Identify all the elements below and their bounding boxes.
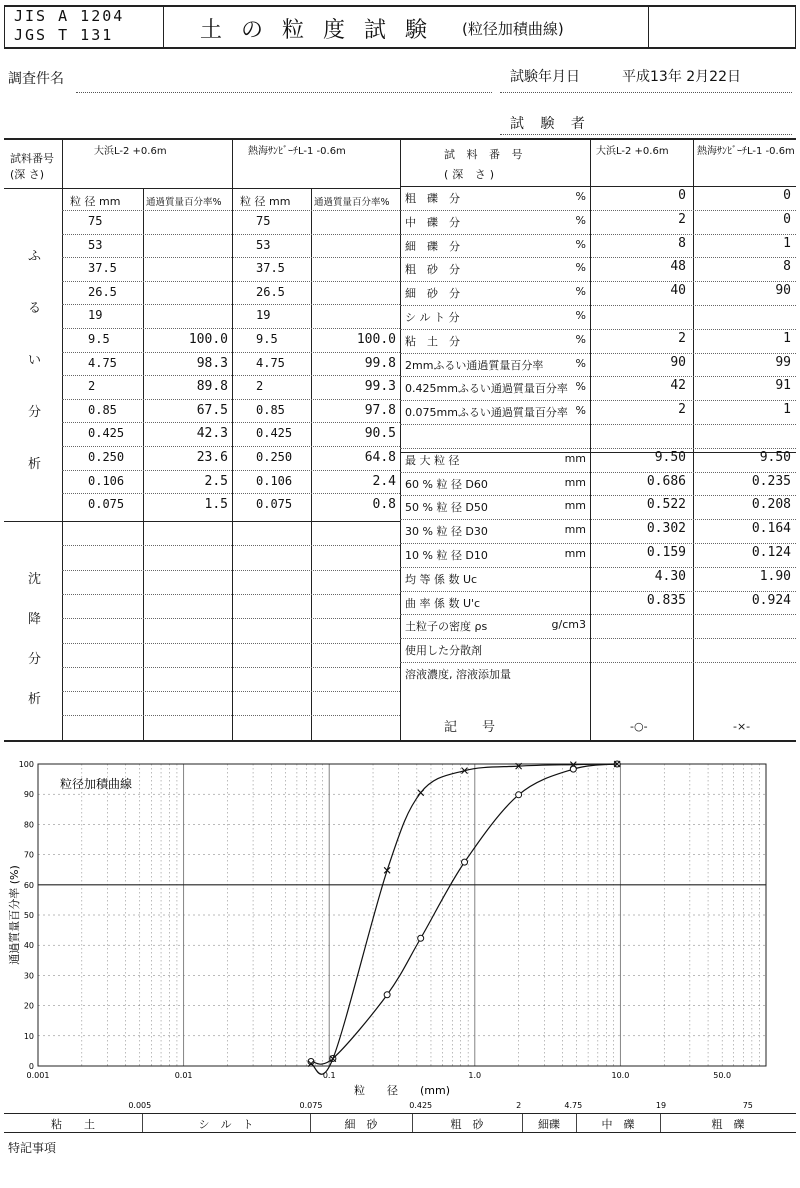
pass-percent-2: 2.4: [372, 473, 396, 489]
soil-class-label: 粗 礫: [711, 1118, 745, 1131]
bottom-band-top: [4, 1113, 796, 1114]
property-unit: mm: [564, 547, 586, 560]
soil-class-label: シ ル ト: [198, 1118, 254, 1131]
row-divider: [62, 304, 400, 305]
y-tick-label: 30: [23, 971, 34, 981]
sieve-size: 2: [88, 379, 96, 394]
col-pass-header-1: 通過質量百分率%: [146, 197, 222, 208]
property-unit: %: [575, 190, 586, 203]
value-sample1: 0.835: [646, 592, 686, 608]
x-sieve-tick-label: 75: [742, 1101, 753, 1110]
sieve-size: 9.5: [88, 332, 110, 346]
soil-class-label: 細 砂: [344, 1118, 378, 1131]
property-label: シ ル ト 分: [405, 311, 460, 324]
sieve-size: 4.75: [256, 355, 285, 370]
row-divider: [400, 210, 796, 211]
row-divider: [400, 448, 796, 449]
right-depth-header: (深 さ): [444, 168, 499, 181]
sieve-size: 53: [256, 237, 271, 252]
value-sample1: 2: [678, 402, 686, 418]
pass-percent-2: 100.0: [356, 332, 396, 347]
sieve-analysis-char: 分: [28, 405, 42, 420]
sedimentation-char: 析: [28, 692, 42, 707]
col-size-header-1: 粒 径 mm: [70, 195, 121, 208]
row-divider: [62, 667, 400, 668]
series-cross-line: [311, 764, 617, 1074]
sieve-size: 0.425: [256, 426, 293, 441]
row-divider: [400, 591, 796, 592]
property-label: 細 砂 分: [405, 287, 460, 301]
col-pass-header-2: 通過質量百分率%: [314, 197, 390, 208]
sieve-size: 26.5: [88, 284, 117, 299]
property-unit: %: [575, 404, 586, 418]
y-tick-label: 0: [28, 1062, 34, 1071]
value-sample1: 2: [678, 330, 686, 346]
row-divider: [62, 375, 400, 376]
remarks-label: 特記事項: [8, 1141, 57, 1155]
sieve-size: 0.075: [256, 497, 293, 512]
sedimentation-char: 沈: [28, 572, 42, 587]
sieve-size: 37.5: [88, 261, 117, 276]
sieve-size: 2: [256, 379, 264, 394]
value-sample2: 0.124: [751, 545, 791, 560]
sedimentation-char: 降: [28, 612, 42, 627]
sieve-size: 4.75: [88, 355, 117, 370]
x-tick-label: 10.0: [611, 1071, 630, 1080]
row-divider: [400, 472, 796, 473]
row-divider: [400, 614, 796, 615]
y-tick-label: 70: [23, 850, 34, 860]
soil-class-label: 中 礫: [601, 1118, 635, 1131]
page-subtitle: (粒径加積曲線): [462, 20, 564, 38]
y-axis-label: 通過質量百分率 (%): [8, 865, 21, 965]
row-divider: [62, 210, 400, 211]
value-sample2: 90: [775, 283, 791, 299]
property-label: 使用した分散剤: [405, 644, 482, 658]
value-sample2: 1: [783, 235, 791, 251]
y-tick-label: 80: [23, 820, 34, 830]
y-tick-label: 100: [18, 760, 34, 769]
row-divider: [400, 400, 796, 401]
value-sample1: 8: [678, 235, 686, 251]
row-divider: [400, 329, 796, 330]
x-tick-label: 1.0: [468, 1071, 482, 1080]
property-unit: mm: [564, 475, 586, 489]
x-axis-label: 粒 径 (mm): [353, 1084, 451, 1097]
grading-curve-chart: [0, 748, 800, 1120]
header-right-border: [795, 5, 796, 49]
chart-title: 粒径加積曲線: [60, 777, 133, 791]
soil-class-label: 細礫: [538, 1118, 560, 1131]
circle-marker: [384, 992, 390, 998]
property-unit: mm: [564, 523, 586, 537]
row-divider: [62, 399, 400, 400]
pass-percent-2: 99.8: [364, 355, 396, 371]
sieve-analysis-char: ふ: [28, 249, 42, 264]
property-label: 粗 礫 分: [405, 192, 460, 205]
project-field: [76, 92, 492, 93]
value-sample1: 0.159: [646, 545, 686, 560]
cross-marker: [384, 867, 390, 873]
pass-percent-2: 0.8: [372, 497, 396, 513]
sieve-size: 75: [88, 214, 103, 228]
value-sample2: 8: [783, 259, 791, 275]
pass-percent-1: 1.5: [204, 497, 228, 513]
row-divider: [400, 234, 796, 235]
property-unit: %: [575, 309, 586, 322]
row-divider: [400, 376, 796, 377]
circle-marker: [418, 935, 424, 941]
pass-percent-2: 97.8: [364, 402, 396, 418]
row-divider: [62, 257, 400, 258]
sieve-size: 75: [256, 214, 271, 228]
sieve-size: 0.250: [88, 450, 125, 464]
property-unit: %: [575, 213, 586, 227]
y-tick-label: 20: [23, 1001, 34, 1011]
sieve-size: 53: [88, 237, 103, 252]
standard-jis: JIS A 1204: [14, 7, 125, 25]
row-divider: [62, 352, 400, 353]
pass-percent-1: 23.6: [196, 450, 228, 465]
property-label: 0.425mmふるい通過質量百分率: [405, 382, 568, 396]
project-label: 調査件名: [8, 71, 64, 87]
value-sample1: 4.30: [654, 568, 686, 584]
sieve-size: 0.075: [88, 497, 125, 512]
value-sample2: 0: [783, 188, 791, 203]
x-tick-label: 0.01: [174, 1071, 193, 1080]
value-sample2: 1.90: [759, 568, 791, 584]
value-sample1: 9.50: [654, 449, 686, 465]
sieve-size: 19: [88, 308, 103, 323]
y-tick-label: 50: [23, 911, 34, 920]
pass-percent-2: 64.8: [364, 450, 396, 465]
mark-cross: -×-: [733, 720, 751, 733]
row-divider: [400, 305, 796, 306]
sample2-name: 熱海ｻﾝﾋﾞｰﾁL-1 -0.6m: [248, 146, 346, 157]
value-sample1: 0.522: [646, 497, 686, 513]
y-tick-label: 10: [23, 1031, 34, 1041]
row-divider: [400, 281, 796, 282]
sieve-size: 0.250: [256, 450, 293, 464]
standard-jgs: JGS T 131: [14, 26, 114, 44]
property-unit: mm: [564, 499, 586, 513]
property-unit: g/cm3: [551, 618, 586, 632]
property-label: 粗 砂 分: [405, 263, 460, 277]
sieve-size: 37.5: [256, 261, 285, 276]
sieve-size: 0.425: [88, 426, 125, 441]
property-label: 土粒子の密度 ρs: [405, 620, 488, 634]
date-field: [500, 92, 792, 93]
row-divider: [62, 493, 400, 494]
circle-marker: [462, 859, 468, 865]
row-divider: [62, 446, 400, 447]
value-sample2: 0.164: [751, 521, 791, 537]
value-sample2: 1: [783, 330, 791, 346]
x-sieve-tick-label: 0.005: [128, 1101, 152, 1110]
x-sieve-tick-label: 0.075: [299, 1101, 323, 1110]
row-divider: [62, 715, 400, 716]
sample1-name: 大浜L-2 +0.6m: [94, 146, 167, 157]
value-sample1: 42: [670, 378, 686, 394]
x-tick-label: 0.1: [322, 1071, 336, 1080]
pass-percent-1: 42.3: [196, 426, 228, 442]
property-unit: mm: [564, 451, 586, 465]
sieve-analysis-char: 析: [28, 457, 42, 472]
value-sample2: 99: [775, 354, 791, 370]
series-circle-line: [311, 764, 617, 1064]
date-label: 試験年月日: [510, 69, 580, 85]
header-divider-1: [163, 5, 164, 49]
sieve-analysis-char: る: [28, 301, 42, 316]
row-divider: [62, 545, 400, 546]
property-unit: %: [575, 261, 586, 275]
right-sample2-name: 熱海ｻﾝﾋﾞｰﾁL-1 -0.6m: [697, 146, 795, 157]
y-tick-label: 40: [23, 941, 34, 951]
property-label: 2mmふるい通過質量百分率: [405, 358, 544, 372]
row-divider: [400, 519, 796, 520]
header-divider-2: [648, 5, 649, 49]
property-unit: %: [575, 237, 586, 251]
row-divider: [400, 638, 796, 639]
soil-class-label: 粘 土: [51, 1118, 95, 1131]
row-divider: [400, 662, 796, 663]
row-divider: [62, 594, 400, 595]
value-sample2: 0.208: [751, 497, 791, 513]
x-tick-label: 0.001: [26, 1071, 50, 1080]
property-label: 粘 土 分: [405, 334, 460, 348]
value-sample1: 2: [678, 211, 686, 227]
sample-number-label: 試料番号: [10, 152, 54, 165]
header-left-border: [4, 5, 5, 49]
property-label: 最 大 粒 径: [405, 453, 460, 467]
sieve-size: 26.5: [256, 284, 285, 299]
row-divider: [62, 281, 400, 282]
row-divider: [400, 495, 796, 496]
right-sample-header: 試 料 番 号: [444, 148, 527, 161]
pass-percent-1: 89.8: [196, 379, 228, 395]
date-value: 平成13年 2月22日: [622, 69, 741, 85]
pass-percent-2: 99.3: [364, 379, 396, 395]
property-unit: %: [575, 356, 586, 370]
value-sample2: 0.235: [751, 473, 791, 489]
x-sieve-tick-label: 2: [516, 1101, 522, 1110]
row-divider: [62, 328, 400, 329]
y-tick-label: 90: [23, 790, 34, 800]
value-sample1: 0.302: [646, 521, 686, 537]
row-divider: [62, 691, 400, 692]
page-title: 土 の 粒 度 試 験: [200, 18, 433, 43]
value-sample2: 91: [775, 378, 791, 394]
cross-marker: [418, 790, 424, 796]
depth-label: (深 さ): [10, 168, 45, 181]
x-sieve-tick-label: 19: [655, 1101, 667, 1110]
right-sample1-name: 大浜L-2 +0.6m: [596, 146, 669, 157]
soil-class-label: 粗 砂: [450, 1118, 484, 1131]
property-label: 50 % 粒 径 D50: [405, 501, 488, 515]
row-divider: [62, 618, 400, 619]
property-label: 中 礫 分: [405, 215, 460, 229]
property-label: 0.075mmふるい通過質量百分率: [405, 406, 568, 420]
row-divider: [400, 257, 796, 258]
sieve-size: 0.85: [256, 402, 285, 417]
row-divider: [400, 353, 796, 354]
pass-percent-2: 90.5: [364, 426, 396, 442]
x-sieve-tick-label: 4.75: [564, 1101, 583, 1110]
property-label: 細 礫 分: [405, 239, 460, 253]
property-label: 均 等 係 数 Uc: [405, 572, 478, 586]
value-sample2: 0: [783, 211, 791, 227]
col-size-header-2: 粒 径 mm: [240, 195, 291, 208]
circle-marker: [516, 792, 522, 798]
x-tick-label: 50.0: [713, 1071, 732, 1080]
value-sample1: 0: [678, 188, 686, 203]
row-divider: [400, 543, 796, 544]
plot-frame: [38, 764, 766, 1066]
property-label: 60 % 粒 径 D60: [405, 477, 488, 491]
property-label: 30 % 粒 径 D30: [405, 525, 488, 539]
row-divider: [62, 422, 400, 423]
property-label: 溶液濃度, 溶液添加量: [405, 668, 511, 681]
property-label: 10 % 粒 径 D10: [405, 549, 488, 562]
row-divider: [62, 643, 400, 644]
property-label: 曲 率 係 数 U'c: [405, 596, 481, 610]
property-unit: %: [575, 285, 586, 299]
property-unit: %: [575, 380, 586, 394]
value-sample1: 48: [670, 259, 686, 275]
mark-circle: -○-: [630, 720, 648, 733]
value-sample2: 1: [783, 402, 791, 418]
sieve-size: 0.106: [256, 473, 293, 488]
value-sample1: 0.686: [646, 473, 686, 489]
row-divider: [400, 424, 796, 425]
tester-label: 試 験 者: [510, 116, 591, 132]
tester-field: [500, 134, 792, 135]
row-divider: [400, 567, 796, 568]
x-sieve-tick-label: 0.425: [409, 1101, 433, 1110]
value-sample1: 40: [670, 283, 686, 299]
row-divider: [62, 470, 400, 471]
sedimentation-char: 分: [28, 652, 42, 667]
row-divider: [62, 570, 400, 571]
pass-percent-1: 98.3: [196, 355, 228, 371]
value-sample1: 90: [670, 354, 686, 370]
row-divider: [62, 234, 400, 235]
pass-percent-1: 100.0: [188, 332, 228, 347]
header-bottom-border: [4, 47, 796, 49]
pass-percent-1: 2.5: [204, 473, 228, 489]
sieve-size: 19: [256, 308, 271, 323]
property-unit: %: [575, 332, 586, 346]
mark-label: 記 号: [444, 720, 502, 735]
value-sample2: 0.924: [751, 592, 791, 608]
sieve-size: 0.106: [88, 473, 125, 488]
bottom-band-bottom: [4, 1132, 796, 1133]
value-sample2: 9.50: [759, 449, 791, 465]
sieve-size: 0.85: [88, 402, 117, 417]
y-tick-label: 60: [23, 880, 34, 890]
sieve-size: 9.5: [256, 332, 278, 346]
pass-percent-1: 67.5: [196, 402, 228, 418]
sieve-analysis-char: い: [28, 353, 42, 368]
